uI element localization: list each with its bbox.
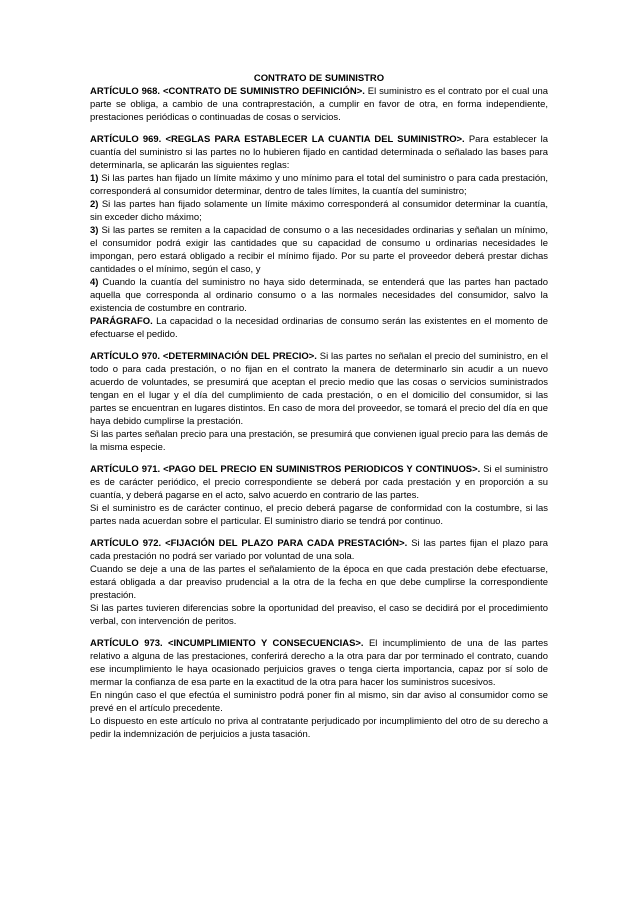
article-969 [90, 133, 548, 341]
item-number: 1) [90, 173, 99, 184]
article-973-text: El incumplimiento de una de las partes relativo a alguna de las prestaciones, conferirá derecho a la otra para dar por terminado el contrato, cuando ese incumplimiento le haya ocasionado perjuicios graves o tenga cierta importancia, capaz por sí solo de mermar la confianza de esa parte en la exactitud de la otra para hacer los suministros sucesivos. [90, 638, 548, 688]
article-973-paragraph: En ningún caso el que efectúa el suministro podrá poner fin al mismo, sin dar aviso al consumidor como se prevé en el artículo precedente. [90, 690, 548, 714]
article-969-item [90, 198, 548, 224]
item-text: Si las partes han fijado solamente un límite máximo corresponderá al consumidor determinar la cuantía, sin exceder dicho máximo; [90, 199, 548, 223]
article-972-text: Si las partes fijan el plazo para cada prestación no podrá ser variado por voluntad de una sola. [90, 538, 548, 562]
article-969-item [90, 276, 548, 315]
item-number: 2) [90, 199, 99, 210]
paragrafo-text: La capacidad o la necesidad ordinarias de consumo serán las existentes en el momento de efectuarse el pedido. [90, 316, 548, 340]
item-text: Cuando la cuantía del suministro no haya sido determinada, se entenderá que las partes han pactado aquella que corresponda al ordinario consumo o a las normales necesidades del consumidor, salvo la existencia de costumbre en contrario. [90, 277, 548, 314]
article-968-text: El suministro es el contrato por el cual una parte se obliga, a cambio de una contraprestación, a cumplir en favor de otra, en forma independiente, prestaciones periódicas o continuadas de cosas o servicios. [90, 86, 548, 123]
article-972-paragraph: Si las partes tuvieren diferencias sobre la oportunidad del preaviso, el caso se decidirá por el procedimiento verbal, con intervención de peritos. [90, 603, 548, 627]
article-968 [90, 85, 548, 124]
article-973-body [90, 637, 548, 689]
article-972-body [90, 537, 548, 563]
item-number: 3) [90, 225, 99, 236]
article-969-intro [90, 133, 548, 172]
article-969-item [90, 172, 548, 198]
paragrafo-label: PARÁGRAFO. [90, 316, 153, 327]
article-970-paragraph: Si las partes señalan precio para una prestación, se presumirá que convienen igual precio para las demás de la misma especie. [90, 429, 548, 453]
article-969-paragrafo [90, 315, 548, 341]
article-972-heading: ARTÍCULO 972. <FIJACIÓN DEL PLAZO PARA CADA PRESTACIÓN>. [90, 538, 408, 549]
article-972 [90, 537, 548, 628]
article-971-heading: ARTÍCULO 971. <PAGO DEL PRECIO EN SUMINISTROS PERIODICOS Y CONTINUOS>. [90, 464, 481, 475]
article-973 [90, 637, 548, 741]
article-970-text: Si las partes no señalan el precio del suministro, en el todo o para cada prestación, o no fijan en el contrato la manera de determinarlo sin acudir a un nuevo acuerdo de voluntades, se presumirá que aceptan el precio medio que las cosas o servicios suministrados tengan en el lugar y el día del cumplimiento de cada prestación, o en el domicilio del consumidor, si las partes se encuentran en lugares distintos. En caso de mora del proveedor, se tomará el precio del día en que haya debido cumplirse la prestación. [90, 351, 548, 427]
article-970-heading: ARTÍCULO 970. <DETERMINACIÓN DEL PRECIO>. [90, 351, 317, 362]
article-972-paragraph: Cuando se deje a una de las partes el señalamiento de la época en que cada prestación debe efectuarse, estará obligada a dar preaviso prudencial a la otra de la fecha en que debe cumplirse la correspondiente prestación. [90, 564, 548, 601]
article-971-paragraph: Si el suministro es de carácter continuo, el precio deberá pagarse de conformidad con la costumbre, si las partes nada acuerdan sobre el particular. El suministro diario se tendrá por continuo. [90, 503, 548, 527]
article-970 [90, 350, 548, 454]
article-969-item [90, 224, 548, 276]
article-971-text: Si el suministro es de carácter periódico, el precio correspondiente se deberá por cada prestación y en proporción a su cuantía, y deberá pagarse en el acto, salvo acuerdo en contrario de las partes. [90, 464, 549, 501]
article-971-body [90, 463, 548, 502]
item-text: Si las partes se remiten a la capacidad de consumo o a las necesidades ordinarias y señalan un mínimo, el consumidor podrá exigir las cantidades que su capacidad de consumo u ordinarias necesidades le impongan, pero estará obligado a recibir el mínimo fijado. Por su parte el proveedor deberá prestar dichas cantidades o el mínimo, según el caso, y [90, 225, 548, 275]
article-971 [90, 463, 548, 528]
article-969-text: Para establecer la cuantía del suministro si las partes no lo hubieren fijado en cantidad determinada o señalado las bases para determinarla, se aplicarán las siguientes reglas: [90, 134, 548, 171]
document-page [90, 72, 548, 750]
item-text: Si las partes han fijado un límite máximo y uno mínimo para el total del suministro o para cada prestación, corresponderá al consumidor determinar, dentro de tales límites, la cuantía del suministro; [90, 173, 549, 197]
article-968-body [90, 85, 548, 124]
article-973-heading: ARTÍCULO 973. <INCUMPLIMIENTO Y CONSECUENCIAS>. [90, 638, 364, 649]
article-970-body [90, 350, 548, 428]
article-973-paragraph: Lo dispuesto en este artículo no priva al contratante perjudicado por incumplimiento del otro de su derecho a pedir la indemnización de perjuicios a justa tasación. [90, 716, 548, 740]
item-number: 4) [90, 277, 99, 288]
document-title: CONTRATO DE SUMINISTRO [253, 73, 385, 84]
article-968-heading: ARTÍCULO 968. <CONTRATO DE SUMINISTRO DEFINICIÓN>. [90, 86, 365, 97]
article-969-heading: ARTÍCULO 969. <REGLAS PARA ESTABLECER LA CUANTIA DEL SUMINISTRO>. [90, 134, 465, 145]
